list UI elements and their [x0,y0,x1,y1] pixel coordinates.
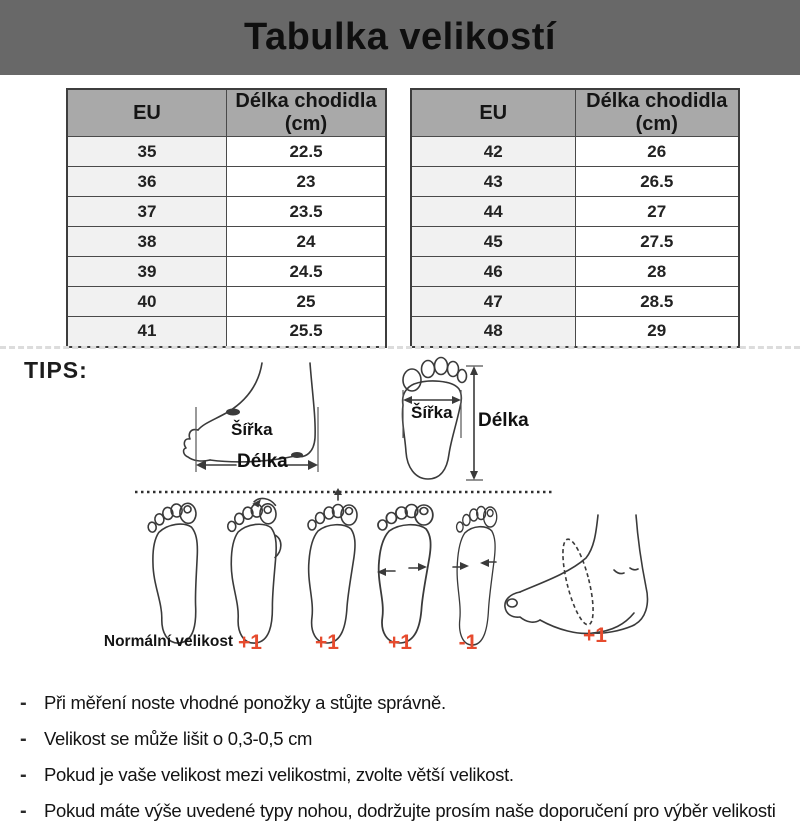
dash-bullet: - [20,800,27,822]
size-cell-eu: 47 [411,287,575,317]
foot-long-second-toe-icon [308,488,357,643]
foot-high-instep-icon [505,515,648,633]
note-text: Při měření noste vhodné ponožky a stůjte správně. [44,692,446,713]
column-header-length: Délka chodidla (cm) [575,89,739,137]
dash-bullet: - [20,692,27,714]
table-row [67,197,386,227]
size-cell-eu: 36 [67,167,227,197]
size-cell-eu: 44 [411,197,575,227]
size-cell-length: 29 [575,317,739,347]
table-row [411,137,739,167]
size-cell-eu: 42 [411,137,575,167]
size-cell-length: 28.5 [575,287,739,317]
size-cell-length: 23 [227,167,387,197]
list-item [20,692,790,720]
note-text: Pokud je vaše velikost mezi velikostmi, zvolte větší velikost. [44,764,514,785]
size-cell-eu: 48 [411,317,575,347]
table-row [411,317,739,347]
list-item [20,728,790,756]
table-row [67,227,386,257]
size-cell-eu: 38 [67,227,227,257]
size-cell-length: 28 [575,257,739,287]
size-cell-length: 22.5 [227,137,387,167]
note-text: Velikost se může lišit o 0,3-0,5 cm [44,728,313,749]
size-cell-length: 27.5 [575,227,739,257]
length-label-top: Délka [478,410,529,431]
table-row [67,287,386,317]
size-cell-eu: 35 [67,137,227,167]
list-item [20,800,790,828]
dashed-divider [0,346,800,349]
foot-wide-icon [377,505,433,644]
table-row [67,137,386,167]
size-table-right [410,88,740,348]
size-cell-length: 24.5 [227,257,387,287]
size-cell-eu: 39 [67,257,227,287]
title-banner [0,0,800,75]
dash-bullet: - [20,728,27,750]
length-label-side: Délka [237,451,288,472]
foot-type-caption-bunion: +1 [238,631,262,654]
foot-measurement-illustrations [0,350,800,660]
table-row [411,287,739,317]
size-cell-length: 25 [227,287,387,317]
table-row [67,317,386,347]
width-label-side: Šířka [231,420,273,439]
width-label-top: Šířka [411,403,453,422]
size-cell-eu: 41 [67,317,227,347]
size-cell-eu: 46 [411,257,575,287]
table-row [67,257,386,287]
table-row [411,197,739,227]
foot-type-caption-high-instep: +1 [583,624,607,647]
size-cell-length: 23.5 [227,197,387,227]
size-cell-eu: 45 [411,227,575,257]
dash-bullet: - [20,764,27,786]
measurement-notes-list [20,692,790,836]
column-header-eu: EU [67,89,227,137]
foot-type-caption-narrow: -1 [458,631,478,654]
size-cell-eu: 40 [67,287,227,317]
size-cell-length: 26 [575,137,739,167]
table-row [411,257,739,287]
column-header-length: Délka chodidla (cm) [227,89,387,137]
tips-heading: TIPS: [24,357,88,383]
table-header-row [411,89,739,137]
foot-type-caption-normal: Normální velikost [103,633,234,650]
table-row [67,167,386,197]
note-text: Pokud máte výše uvedené typy nohou, dodržujte prosím naše doporučení pro výběr velikosti [44,800,776,821]
foot-normal-icon [146,502,209,645]
table-row [411,227,739,257]
size-cell-length: 26.5 [575,167,739,197]
size-cell-length: 27 [575,197,739,227]
size-cell-eu: 37 [67,197,227,227]
foot-type-caption-wide: +1 [388,631,412,654]
table-row [411,167,739,197]
foot-type-caption-long-second-toe: +1 [315,631,339,654]
foot-bunion-icon [226,497,288,644]
table-header-row [67,89,386,137]
size-table-left [66,88,387,348]
size-cell-length: 24 [227,227,387,257]
page-title: Tabulka velikostí [244,16,556,58]
column-header-eu: EU [411,89,575,137]
size-cell-eu: 43 [411,167,575,197]
foot-narrow-icon [453,507,497,646]
size-cell-length: 25.5 [227,317,387,347]
list-item [20,764,790,792]
